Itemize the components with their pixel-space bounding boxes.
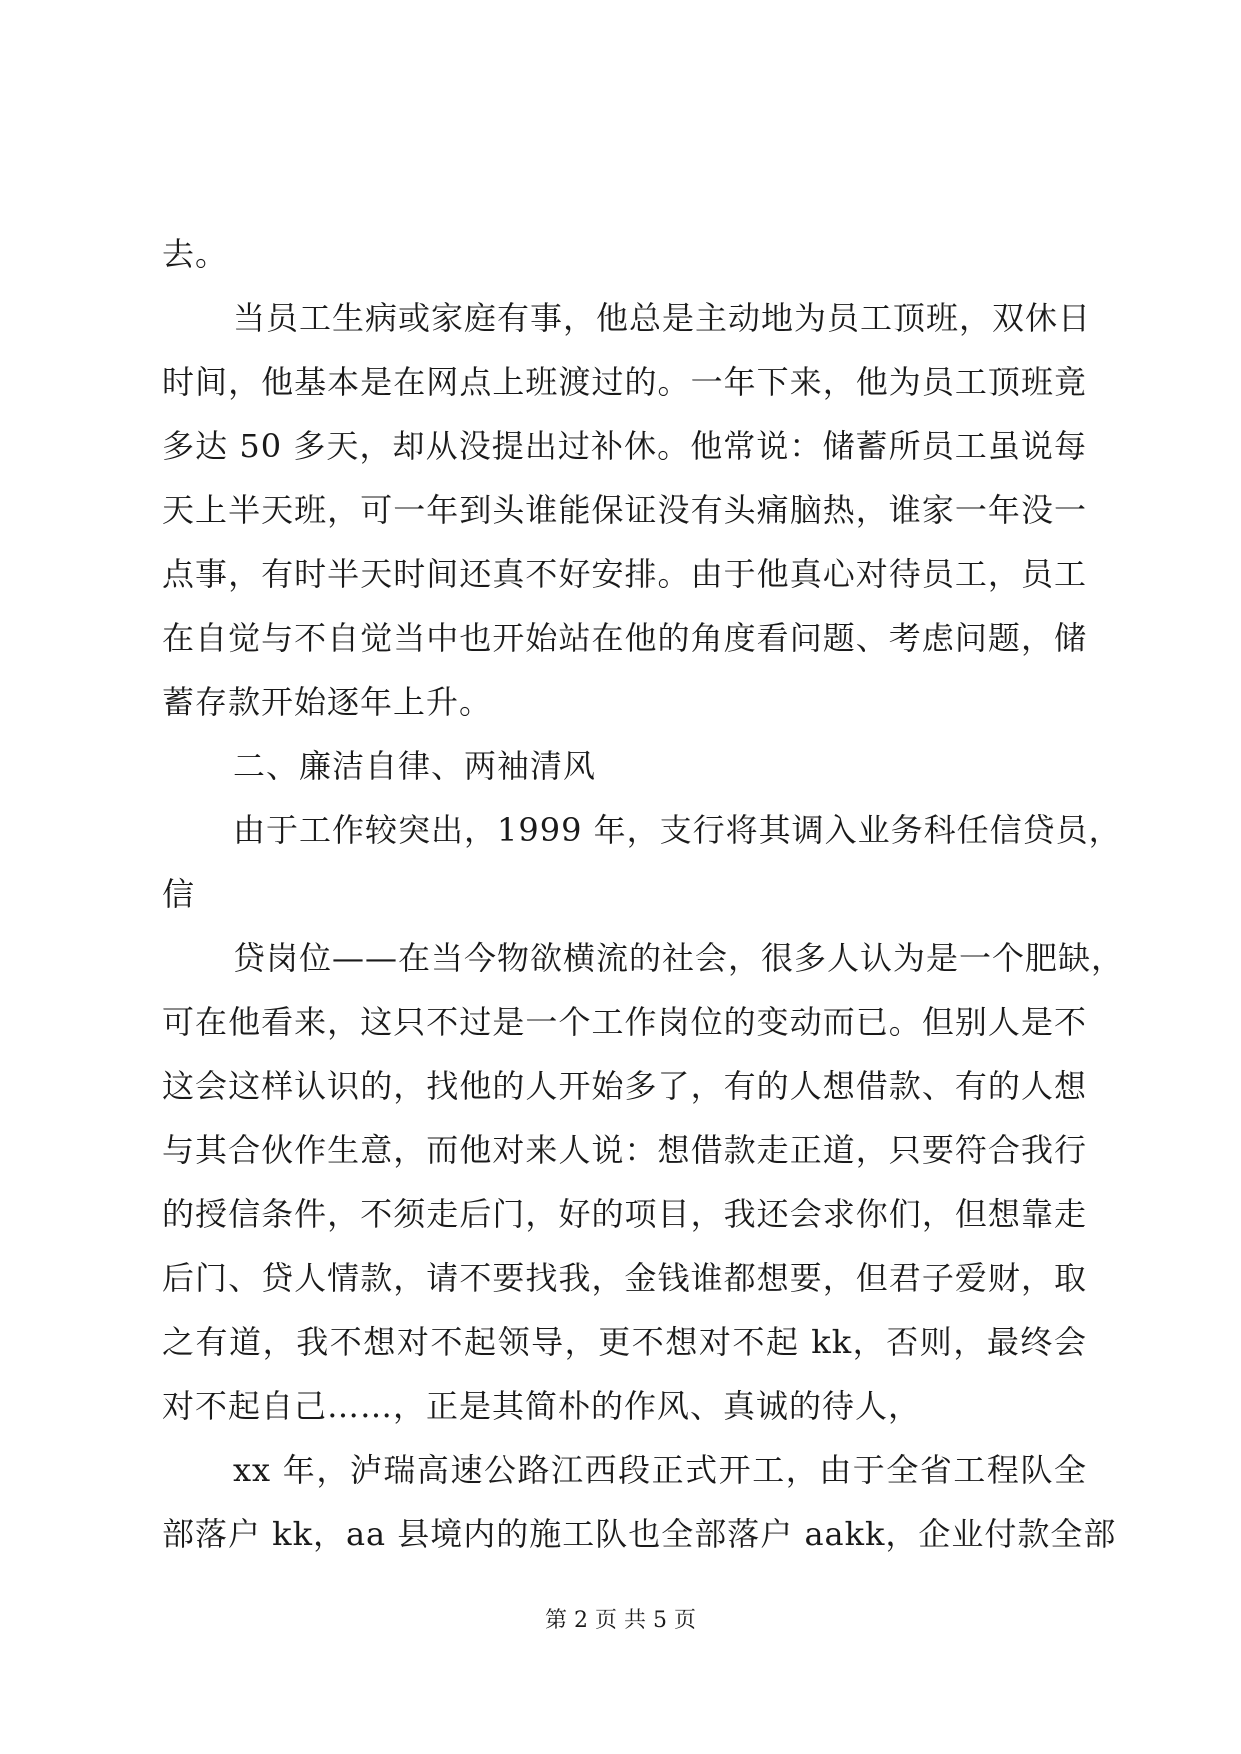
paragraph-line: 天上半天班，可一年到头谁能保证没有头痛脑热，谁家一年没一 <box>162 491 1087 529</box>
paragraph-line: 部落户 kk，aa 县境内的施工队也全部落户 aakk，企业付款全部 <box>162 1515 1117 1553</box>
paragraph-line: 可在他看来，这只不过是一个工作岗位的变动而已。但别人是不 <box>162 1003 1087 1041</box>
paragraph-line: 点事，有时半天时间还真不好安排。由于他真心对待员工，员工 <box>162 555 1087 593</box>
document-body <box>162 222 1125 1566</box>
section-heading: 二、廉洁自律、两袖清风 <box>233 747 597 785</box>
paragraph-line: 之有道，我不想对不起领导，更不想对不起 kk，否则，最终会 <box>162 1323 1087 1361</box>
paragraph-line: 对不起自己……，正是其简朴的作风、真诚的待人， <box>162 1387 922 1425</box>
paragraph-line: 当员工生病或家庭有事，他总是主动地为员工顶班，双休日 <box>233 299 1092 337</box>
paragraph-line: 去。 <box>162 235 229 273</box>
paragraph-line: 时间，他基本是在网点上班渡过的。一年下来，他为员工顶班竟 <box>162 363 1087 401</box>
paragraph-line: 信 <box>162 875 196 913</box>
paragraph-line: 后门、贷人情款，请不要找我，金钱谁都想要，但君子爱财，取 <box>162 1259 1087 1297</box>
paragraph-line: 由于工作较突出，1999 年，支行将其调入业务科任信贷员， <box>233 811 1122 849</box>
paragraph-line: 多达 50 多天，却从没提出过补休。他常说：储蓄所员工虽说每 <box>162 427 1087 465</box>
paragraph-line: xx 年，泸瑞高速公路江西段正式开工，由于全省工程队全 <box>233 1451 1087 1489</box>
paragraph-line: 蓄存款开始逐年上升。 <box>162 683 493 721</box>
paragraph-line: 与其合伙作生意，而他对来人说：想借款走正道，只要符合我行 <box>162 1131 1087 1169</box>
paragraph-line: 的授信条件，不须走后门，好的项目，我还会求你们，但想靠走 <box>162 1195 1087 1233</box>
paragraph-line: 贷岗位——在当今物欲横流的社会，很多人认为是一个肥缺， <box>233 939 1125 977</box>
paragraph-line: 这会这样认识的，找他的人开始多了，有的人想借款、有的人想 <box>162 1067 1087 1105</box>
paragraph-line: 在自觉与不自觉当中也开始站在他的角度看问题、考虑问题，储 <box>162 619 1087 657</box>
page-footer: 第 2 页 共 5 页 <box>545 1608 696 1633</box>
